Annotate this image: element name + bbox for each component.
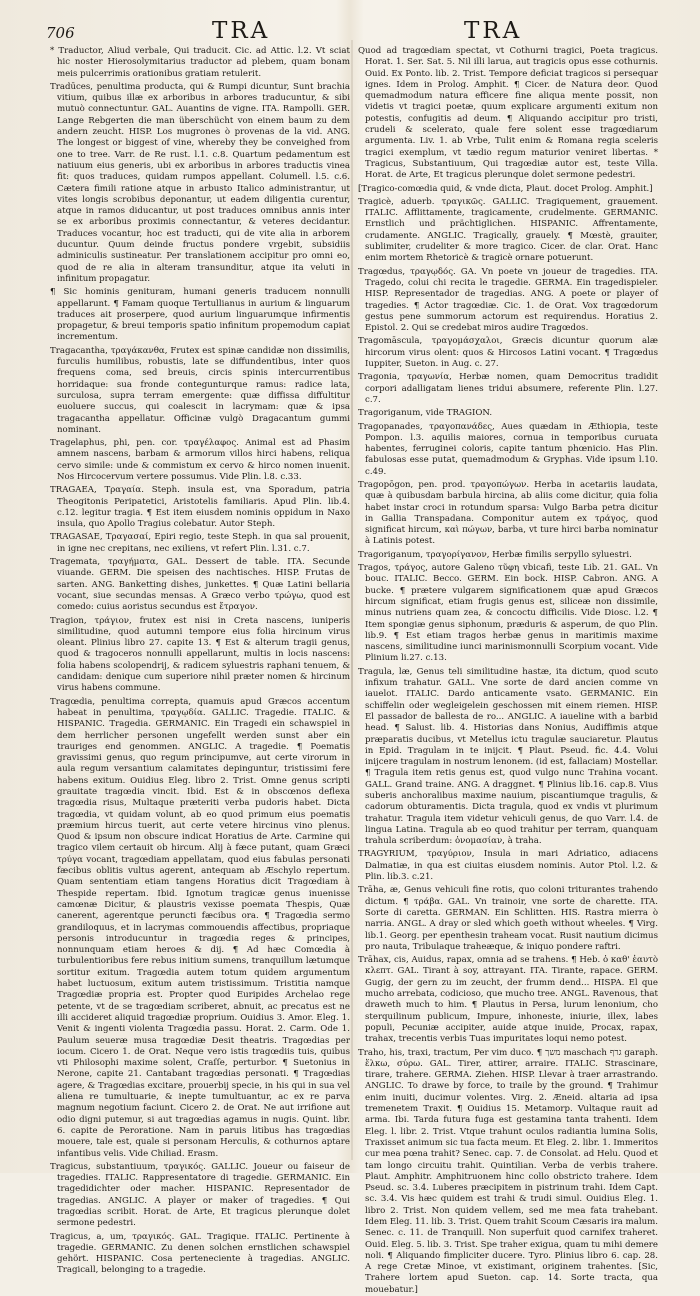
dictionary-entry: Tragœdia, penultima correpta, quamuis apud Græcos accentum habeat in penultima, τραγῳδία. GALLIC. Tragedie. ITALIC. & HISPANIC. Tragedia. GERMANIC. Ein Tragedi ein schawspiel in dem herrlicher personen ungefellt werden sunst aber ein trauriges end genommen. ANGLIC. A tragedie. ¶ Poematis gravissimi genus, quo regum principumve, aut certe virorum in aula regum versantium calamitates depinguntur, tristissimi fere habens exitum. Ouidius Eleg. libro 2. Trist. Omne genus scripti grauitate tragœdia vincit. Ibid. Est & in obscœnos deflexa tragœdia risus, Multaque præteriti verba pudoris habet. Dicta tragœdia, vt quidam volunt, ab eo quod primum eius poematis præmium hircus tuerit, aut certe vetere hircinus vino plenus. Quod & ipsum non obscure indicat Horatius de Arte. Carmine qui tragico vilem certauit ob hircum. Alij à fæce putant, quam Græci τρύγα vocant, tragœdiam appellatam, quod eius fabulas personati fæcibus oblitis vultus agerent, antequam ab Æschylo repertum. Quam sententiam etiam tangens Horatius dicit Tragœdiam à Thespide repertam. Ibid. Ignotum tragicæ genus inuenisse camœnæ Dicitur, & plaustris vexisse poemata Thespis, Quæ canerent, agerentque peruncti fæcibus ora. ¶ Tragœdia sermo grandiloquus, et in lacrymas commouendis affectibus, propriaque personis introducuntur in tragœdia reges & principes, nonnunquam etiam heroes & dij. ¶ Ad hæc Comœdia à turbulentioribus fere rebus initium sumens, tranquillum lætumque sortitur exitum. Tragœdia autem totum quidem argumentum habet luctuosum, exitum autem tristissimum. Tristitia namque Tragœdiæ propria est. Propter quod Euripides Archelao rege petente, vt de se tragœdiam scriberet, abnuit, ac precatus est ne illi accideret aliquid tragœdiæ proprium. Ouidius 3. Amor. Eleg. 1. Venit & ingenti violenta Tragœdia passu. Horat. 2. Carm. Ode 1. Paulum seueræ musa tragœdiæ Desit theatris. Tragœdias per iocum. Cicero 1. de Orat. Neque vero istis tragœdiis tuis, quibus vti Philosophi maxime solent, Craſſe, perturbor. ¶ Suetonius in Nerone, capite 21. Cantabant tragœdias personati. ¶ Tragœdias agere, & Tragœdias excitare, prouerbij specie, in his qui in sua vel aliena re tumultuarie, & inepte tumultuantur, ac ex re parva magnum negotium faciunt. Cicero 2. de Orat. Ne aut irrifione aut odio digni putemur, si aut tragœdias agamus in nugis. Quint. libr. 6. capite de Peroratione. Nam in paruis litibus has tragœdias mouere, tale est, quale si personam Herculis, & cothurnos aptare infantibus velis. Vide Chiliad. Erasm. [50, 696, 350, 1159]
running-head-left: TRA [212, 18, 271, 44]
dictionary-entry: Traho, his, traxi, tractum, Per vim duco. ¶ משך maschach גרף garaph. ἕλκω, σύρω. GAL. Tirer, attirer, arraire. ITALIC. Strascinare, tirare, trahere. GERMA. Ziehen. HISP. Llevar à traer arrastrando. ANGLIC. To drawe by force, to traile by the ground. ¶ Trahimur enim inuiti, ducimur volentes. Virg. 2. Æneid. altaria ad ipsa tremenetem Traxit. ¶ Ouidius 15. Metamorp. Vultaque rauit ad arma. Ibi. Tarda futura fuga est gestamina tanta trahenti. Idem Eleg. l. libr. 2. Trist. Vtque trahunt oculos radiantia lumina Solis, Traxisset animum sic tua facta meum. Et Eleg. 2. libr. 1. Immeritos cur mea pœna trahit? Senec. cap. 7. de Consolat. ad Helu. Quod et tam longo circuitu trahit. Quintilian. Verba de verbis trahere. Plaut. Amphitr. Amphitruonem hinc collo obstricto trahere. Idem Pseud. sc. 3.4. Luberes præcipitem in pistrinum trahi. Idem Capt. sc. 3.4. Vis hæc quidem est trahi & trudi simul. Ouidius Eleg. 1. libro 2. Trist. Non quidem vellem, sed me mea fata trahebant. Idem Eleg. 11. lib. 3. Trist. Quem trahit Scoum Cæsaris ira malum. Senec. c. 11. de Tranquill. Non superfuit quod carnifex traheret. Ouid. Eleg. 5. lib. 3. Trist. Spe traher exigua, quam tu mihi demere noli. ¶ Aliquando fimpliciter ducere. Tyro. Plinius libro 6. cap. 28. A rege Cretæ Minoe, vt existimant, originem trahentes. [Sic, Trahere lortem apud Sueton. cap. 14. Sorte tracta, qua mouebatur.] [358, 1047, 658, 1295]
dictionary-entry: TRAGASAE, Τραγασαί, Epiri regio, teste Steph. in qua sal prouenit, in igne nec crepitans, nec exiliens, vt refert Plin. l.31. c.7. [50, 532, 350, 554]
dictionary-entry: Tragoriganum, vide TRAGION. [358, 408, 493, 419]
dictionary-entry: Tradūces, penultima producta, qui & Rumpi dicuntur, Sunt brachia vitium, quibus illæ ex arboribus in arbores traducuntur, & sibi mutuò connectuntur. GAL. Auantins de vigne. ITA. Rampolli. GER. Lange Rebgerten die man überschücht von einem baum zu dem andern zeucht. HISP. Los mugrones ò provenas de la vid. ANG. The longest or biggest of vine, whereby they be conveighed from one to tree. Varr. de Re rust. l.1. c.8. Quartum pedamentum est natiuum eius generis, ubi ex arboribus in arbores traductis vinea fit: quos traduces, quidam rumpos appellant. Columell. l.5. c.6. Cætera fimili ratione atque in arbusto Italico administrantur, ut vites longis scrobibus deponantur, ut eadem diligentia curentur, atque in ramos diducantur, ut post traduces omnibus annis inter se ex arboribus proximis connectantur, & veteres decidantur. Traduces vocantur, hoc est traducti, qui de vite alia in arborem ducuntur. Quum deinde fructus pondere vrgebit, subsidiis adminiculis sustineatur. Per translationem accipitur pro omni eo, quod de re alia in alteram transunditur, atque ita veluti in infinitum propagatur. [50, 81, 350, 284]
dictionary-entry: Tragonia, τραγωνία, Herbæ nomen, quam Democritus tradidit corpori adalligatam lienes tridui absumere, referente Plin. l.27. c.7. [358, 372, 658, 405]
dictionary-entry: Tragicè, aduerb. τραγικῶς. GALLIC. Tragiquement, grauement. ITALIC. Afflittamente, tragicamente, crudelmente. GERMANIC. Ernstlich und prächtiglichen. HISPANIC. Affrentamente, crudamente. ANGLIC. Tragically, grauely. ¶ Mœstè, grauiter, sublimiter, crudeliter & more tragico. Cicer. de clar. Orat. Hanc enim mortem Rhetoricè & tragicè ornare potuerunt. [358, 196, 658, 264]
dictionary-entry: * Traductor, Aliud verbale, Qui traducit. Cic. ad Attic. l.2. Vt sciat hic noster Hierosolymitarius traductor ad plebem, quam bonam meis pulcerrimis orationibus gratiam retulerit. [50, 46, 350, 79]
dictionary-entry: Tragacantha, τραγάκανθα, Frutex est spinæ candidæ non dissimilis, furculis humilibus, robustis, late se diffundentibus, inter quos frequens coma, sed breuis, circis spinis intercurrentibus horridaque: sua fronde contegunturque ramus: radice lata, surculosa, supra terram emergente: quæ diffissa diffultitur euoluere succus, qui coalescit in lacrymam: quæ & ipsa tragacantha appellatur. Officinæ vulgò Dragacantum gummi nominant. [50, 345, 350, 435]
page-number: 706 [46, 24, 75, 42]
left-column [50, 46, 350, 1276]
dictionary-entry: Tragicus, a, um, τραγικός. GAL. Tragique. ITALIC. Pertinente à tragedie. GERMANIC. Zu denen solchen ernstlichen schawspiel gehört. HISPANIC. Cosa perteneciente à tragedias. ANGLIC. Tragicall, belonging to a tragedie. [50, 1231, 350, 1276]
dictionary-entry: Tragion, τράγιον, frutex est nisi in Creta nascens, iuniperis similitudine, quod autumni tempore eius folia hircinum virus oleant. Plinius libro 27. capite 13. ¶ Est & alterum tragii genus, quod & tragoceros nonnulli appellarunt, multis in locis nascens: folia habens scolopendrij, & radicem syluestris raphani tenuem, & candidam: denique cum superiore nihil præter nomen & hircinum virus habens commune. [50, 615, 350, 694]
dictionary-entry: Tragomāscula, τραγομάσχαλοι, Græcis dicuntur quorum alæ hircorum virus olent: quos & Hircosos Latini vocant. ¶ Tragœdus Iuppiter, Sueton. in Aug. c. 27. [358, 336, 658, 370]
right-column [358, 46, 658, 1295]
dictionary-entry: Quod ad tragœdiam spectat, vt Cothurni tragici, Poeta tragicus. Horat. 1. Ser. Sat. 5. Nil illi larua, aut tragicis opus esse cothurnis. Ouid. Ex Ponto. lib. 2. Trist. Tempore deficiat tragicos si persequar ignes. Idem in Prolog. Amphit. ¶ Cicer. de Natura deor. Quod quemadmodum natura efficere fine aliqua mente possit, non videtis vt tragici poetæ, quum explicare argumenti exitum non potestis, confugitis ad deum. ¶ Aliquando accipitur pro tristi, crudeli & scelerato, quale fere solent esse tragœdiarum argumenta. Liv. 1. ab Vrbe, Tulit enim & Romana regia sceleris tragici exemplum, vt tædio regum maturior veniret libertas. * Tragicus, Substantiuum, Qui tragœdiæ autor est, teste Villa. Horat. de Arte, Et tragicus plerunque dolet sermone pedestri. [358, 46, 658, 181]
dictionary-entry: Tragelaphus, phi, pen. cor. τραγέλαφος. Animal est ad Phasim amnem nascens, barbam & armorum villos hirci habens, reliqua cervo simile: unde & commistum ex cervo & hirco nomen inuenit. Nos Hircocervum vertere possumus. Vide Plin. l.8. c.33. [50, 438, 350, 482]
dictionary-entry: Trāhax, cis, Auidus, rapax, omnia ad se trahens. ¶ Heb. ὁ καθ' ἑαυτὸ κλεπτ. GAL. Tirant à soy, attrayant. ITA. Tirante, rapace. GERM. Gugig, der gern zu im zeucht, der frumm dend... HISPA. El que mucho arrebata, codicioso, que mucho tree. ANGL. Ravenous, that draweth much to him. ¶ Plautus in Persa, lurum lenonium, cho sterquilinum publicum, Impure, inhoneste, iniurie, illex, labes populi, Pecuniæ accipiter, auide atque inuide, Procax, rapax, trahax, trecentis verbis Tuas impuritates loqui nemo potest. [358, 955, 658, 1045]
dictionary-entry: TRAGYRIUM, τραγύριον, Insula in mari Adriatico, adiacens Dalmatiæ, in qua est ciuitas eiusdem nominis. Autor Ptol. l.2. & Plin. lib.3. c.21. [358, 849, 658, 883]
page-header [0, 18, 700, 48]
dictionary-entry: Tragos, τράγος, autore Galeno τῦφη vbicafi, teste Lib. 21. GAL. Vn bouc. ITALIC. Becco. GERM. Ein bock. HISP. Cabron. ANG. A bucke. ¶ prætere vulgarem significationem quæ apud Græcos hircum significat, etiam frugis genus est, siliceæ non dissimile, minus nutriens quam zea, & concoctu difficilis. Vide Diosc. l.2. ¶ Item spongiæ genus siphonum, præduris & asperum, de quo Plin. lib.9. ¶ Est etiam tragos herbæ genus in maritimis maxime nascens, similitudine iunci marinismonnulli Scorpium vocant. Vide Plinium li.27. c.13. [358, 563, 658, 664]
dictionary-entry: Trāha, æ, Genus vehiculi fine rotis, quo coloni triturantes trahendo dictum. ¶ τράβα. GAL. Vn trainoir, vne sorte de charette. ITA. Sorte di caretta. GERMAN. Ein Schlitten. HIS. Rastra mierra ò narria. ANGL. A dray or sled which goeth without wheeles. ¶ Virg. lib.1. Georg. per epenthesin traheam vocat. Rusit nautium dicimus pro nauta, Tribulaque traheæque, & iniquo pondere raftri. [358, 885, 658, 952]
dictionary-entry: Tragoriganum, τραγορίγανον, Herbæ fimilis serpyllo syluestri. [358, 549, 632, 560]
dictionary-entry: Tragula, læ, Genus teli similitudine hastæ, ita dictum, quod scuto infixum trahatur. GALL. Vne sorte de dard ancien comme vn iauelot. ITALIC. Dardo anticamente vsato. GERMANIC. Ein schiffelin oder wegleigelein geschossen mit einem riemen. HISP. El passador de ballesta de ro... ANGLIC. A iaueline with a barbid head. ¶ Salust. lib. 4. Historias dans Nonius, Audiffimis atque præparatis ducibus, vt Metellus ictu tragulæ sauciaretur. Plautus in Epid. Tragulam in te inijcit. ¶ Plaut. Pseud. fic. 4.4. Volui inijcere tragulam in nostrum lenonem. (id est, fallaciam) Mostellar. ¶ Tragula item retis genus est, quod vulgo nunc Trahina vocant. GALL. Grand traine. ANG. A draggnet. ¶ Plinius lib.16. cap.8. Vius suberis anchoralibus maxime nauium, piscantiumque tragulis, & cadorum obturamentis. Dicta tragula, quod ex vndis vt plurimum trahatur. Tragula item videtur vehiculi genus, de quo Varr. l.4. de lingua Latina. Tragula ab eo quod trahitur per terram, quanquam trahula scriberdum: ὀνομασίαν, à traha. [358, 666, 658, 847]
dictionary-entry: Tragicus, substantiuum, τραγικός. GALLIC. Joueur ou faiseur de tragedies. ITALIC. Rappresentatore di tragedie. GERMANIC. Ein tragedidichter oder macher. HISPANIC. Representador de tragedias. ANGLIC. A player or maker of tragedies. ¶ Qui tragœdias scribit. Horat. de Arte, Et tragicus plerunque dolet sermone pedestri. [50, 1161, 350, 1229]
dictionary-entry: TRAGAEA, Τραγαία. Steph. insula est, vna Sporadum, patria Theogitonis Peripatetici, Aristotelis familiaris. Apud Plin. lib.4. c.12. legitur tragia. ¶ Est item eiusdem nominis oppidum in Naxo insula, quo Apollo Tragius colebatur. Autor Steph. [50, 485, 350, 530]
running-head-right: TRA [464, 18, 523, 44]
dictionary-entry: Tragopōgon, pen. prod. τραγοπώγων. Herba in acetariis laudata, quæ à quibusdam barbula hircina, ab aliis come dicitur, quia folia habet instar croci in rotundum sparsa: Vulgo Barba petra dicitur in Gallia Transpadana. Componitur autem ex τράγος, quod significat hircum, καὶ πώγων, barba, vt ture hirci barba nominatur à Latinis potest. [358, 479, 658, 547]
dictionary-entry: Tragœdus, τραγῳδός. GA. Vn poete vn joueur de tragedies. ITA. Tragedo, colui chi recita le tragedie. GERMA. Ein tragedispieler. HISP. Representador de tragedias. ANG. A poete or player of tragedies. ¶ Actor tragœdiæ. Cic. 1. de Orat. Vox tragœdorum gestus pene summorum actorum est requirendus. Horatius 2. Epistol. 2. Qui se credebat miros audire Tragœdos. [358, 266, 658, 334]
column-gutter [351, 40, 353, 1160]
dictionary-entry: Tragopanades, τραγοπανάδες, Aues quædam in Æthiopia, teste Pompon. l.3. aquilis maiores, cornua in temporibus curuata habentes, ferruginei coloris, capite tantum phœnicio. Has Plin. fabulosas esse putat, quemadmodum & Gryphas. Vide ipsum l.10. c.49. [358, 421, 658, 477]
dictionary-entry: [Tragico-comœdia quid, & vnde dicta, Plaut. docet Prolog. Amphit.] [358, 183, 653, 194]
dictionary-entry: Tragemata, τραγήματα, GAL. Dessert de table. ITA. Secunde viuande. GERM. Die speisen des nachtisches. HISP. Frutas de sarten. ANG. Banketting dishes, junkettes. ¶ Quæ Latini bellaria vocant, siue secundas mensas. A Græco verbo τρώγω, quod est comedo: cuius aoristus secundus est ἔτραγον. [50, 557, 350, 613]
dictionary-entry: ¶ Sic hominis genituram, humani generis traducem nonnulli appellarunt. ¶ Famam quoque Tertullianus in aurium & linguarum traduces ait proserpere, quod aurium linguarumque infirmentis propagetur, & breui temporis spatio infinitum propemodum capiat incrementum. [50, 287, 350, 343]
